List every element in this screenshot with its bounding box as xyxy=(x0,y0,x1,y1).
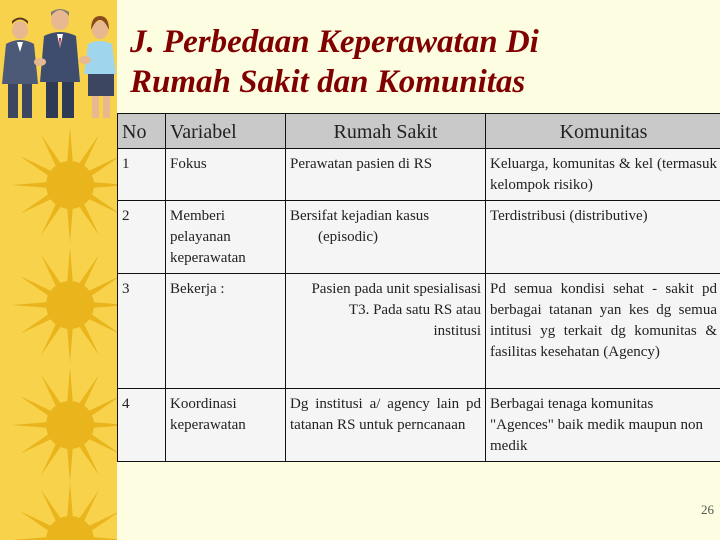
cell-variabel: Fokus xyxy=(166,149,286,201)
table-row xyxy=(118,389,720,462)
header-variabel: Variabel xyxy=(166,114,286,149)
cell-variabel: Memberi pelayanan keperawatan xyxy=(166,201,286,274)
cell-no: 4 xyxy=(118,389,166,462)
title-line-2: Rumah Sakit dan Komunitas xyxy=(130,64,526,100)
header-no: No xyxy=(118,114,166,149)
slide-title xyxy=(130,22,710,102)
cell-komunitas: Berbagai tenaga komunitas "Agences" baik medik maupun non medik xyxy=(486,389,720,462)
comparison-table xyxy=(117,113,720,462)
table-header-row xyxy=(118,114,720,149)
sun-icon xyxy=(12,482,117,540)
cell-no: 2 xyxy=(118,201,166,274)
table-row xyxy=(118,149,720,201)
cell-no: 3 xyxy=(118,274,166,389)
header-komunitas: Komunitas xyxy=(486,114,720,149)
cell-no: 1 xyxy=(118,149,166,201)
title-line-1: J. Perbedaan Keperawatan Di xyxy=(130,24,539,60)
header-rumah-sakit: Rumah Sakit xyxy=(286,114,486,149)
cell-komunitas: Pd semua kondisi sehat - sakit pd berbagai tatanan yan kes dg semua intitusi yg terkait dg komunitas & fasilitas kesehatan (Agency) xyxy=(486,274,720,389)
sun-icon xyxy=(12,127,117,243)
sun-icon xyxy=(12,247,117,363)
cell-rumah-sakit-text: Pasien pada unit spesialisasi T3. Pada satu RS atau institusi xyxy=(311,281,481,339)
sun-icon xyxy=(12,367,117,483)
business-people-illustration xyxy=(0,0,120,122)
cell-variabel: Bekerja : xyxy=(166,274,286,389)
table-row xyxy=(118,274,720,389)
cell-komunitas: Keluarga, komunitas & kel (termasuk kelompok risiko) xyxy=(486,149,720,201)
person-middle xyxy=(40,9,80,118)
cell-rumah-sakit xyxy=(286,201,486,274)
cell-rumah-sakit: Perawatan pasien di RS xyxy=(286,149,486,201)
cell-rumah-sakit-text: Bersifat kejadian kasus (episodic) xyxy=(290,208,430,245)
cell-rumah-sakit: Dg institusi a/ agency lain pd tatanan RS untuk perncanaan xyxy=(286,389,486,462)
person-right xyxy=(84,16,116,118)
person-left xyxy=(2,18,38,119)
cell-variabel: Koordinasi keperawatan xyxy=(166,389,286,462)
slide-number: 26 xyxy=(701,502,714,517)
table-row xyxy=(118,201,720,274)
cell-komunitas: Terdistribusi (distributive) xyxy=(486,201,720,274)
cell-rumah-sakit xyxy=(286,274,486,389)
